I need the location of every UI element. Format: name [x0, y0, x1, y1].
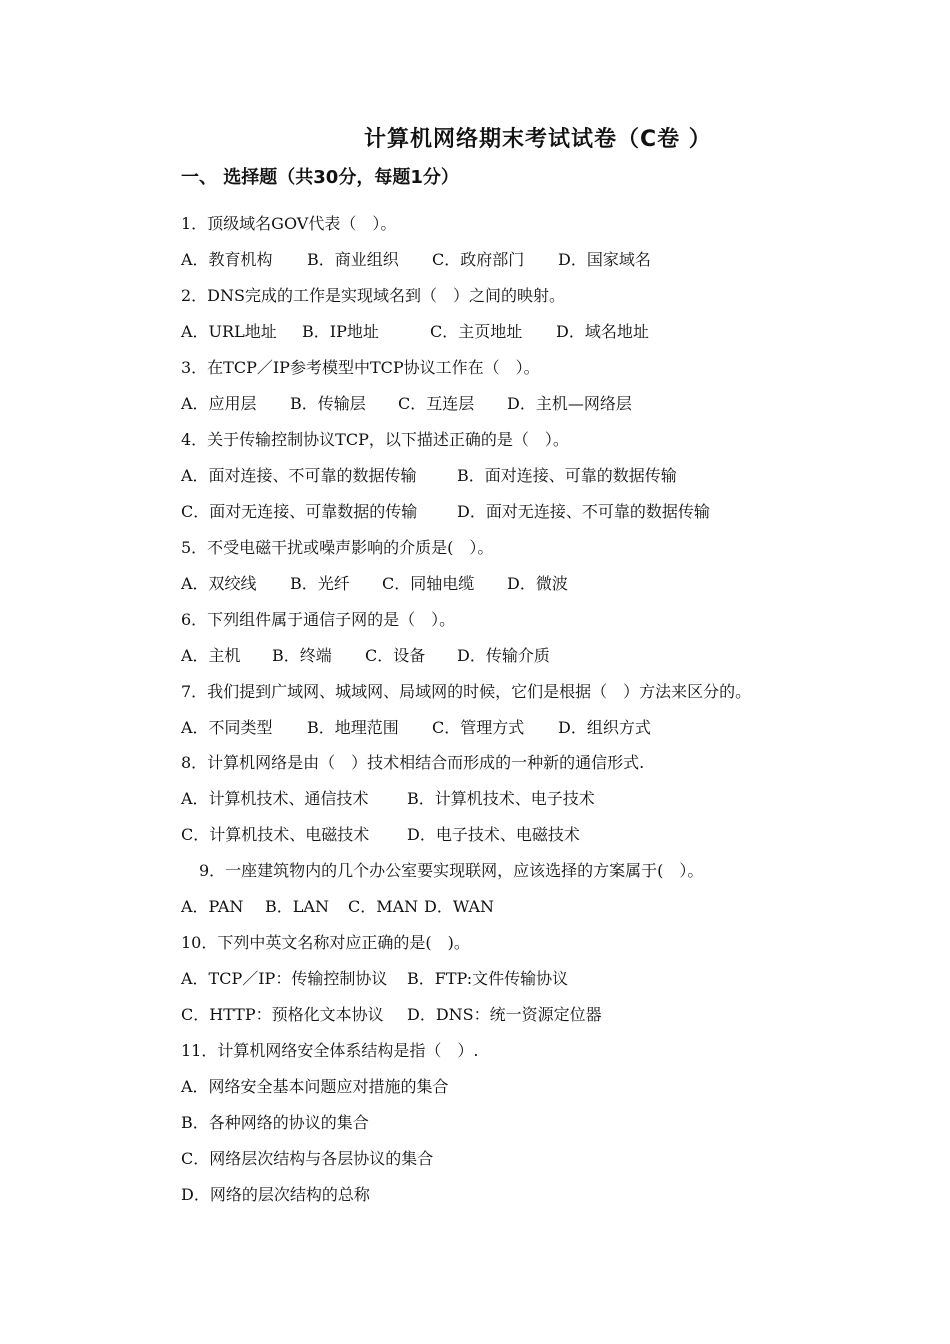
answer-option: A．PAN	[181, 897, 244, 916]
answer-option: B．终端	[272, 646, 332, 665]
question-stem: 1．顶级域名GOV代表（ ）。	[181, 214, 397, 233]
answer-option: D．传输介质	[457, 646, 550, 665]
answer-option: A．面对连接、不可靠的数据传输	[181, 466, 417, 485]
question-stem: 3．在TCP／IP参考模型中TCP协议工作在（ ）。	[181, 358, 540, 377]
answer-option: C．面对无连接、可靠数据的传输	[181, 502, 418, 521]
question-stem: 6．下列组件属于通信子网的是（ ）。	[181, 610, 456, 629]
answer-option: A．教育机构	[181, 250, 273, 269]
answer-option: A．应用层	[181, 394, 257, 413]
answer-option: B．光纤	[290, 574, 350, 593]
answer-option: A．计算机技术、通信技术	[181, 789, 369, 808]
answer-option: B．各种网络的协议的集合	[181, 1113, 369, 1132]
answer-option: C．MAN	[348, 897, 419, 916]
answer-option: C．计算机技术、电磁技术	[181, 825, 370, 844]
answer-option: B．FTP:文件传输协议	[407, 969, 569, 988]
exam-title: 计算机网络期末考试试卷（C卷 ）	[364, 127, 712, 152]
answer-option: C．同轴电缆	[382, 574, 475, 593]
question-stem: 4．关于传输控制协议TCP，以下描述正确的是（ ）。	[181, 430, 569, 449]
answer-option: D．WAN	[424, 897, 495, 916]
answer-option: B．LAN	[265, 897, 329, 916]
answer-option: A．TCP／IP：传输控制协议	[181, 969, 388, 988]
answer-option: D．DNS：统一资源定位器	[407, 1005, 602, 1024]
question-stem: 9．一座建筑物内的几个办公室要实现联网，应该选择的方案属于( ）。	[199, 861, 704, 880]
answer-option: D．主机—网络层	[507, 394, 632, 413]
answer-option: B．传输层	[290, 394, 366, 413]
answer-option: B．商业组织	[307, 250, 399, 269]
section-heading: 一、 选择题（共30分，每题1分）	[181, 167, 459, 188]
answer-option: D．域名地址	[556, 322, 649, 341]
answer-option: C．HTTP：预格化文本协议	[181, 1005, 384, 1024]
answer-option: A．双绞线	[181, 574, 257, 593]
question-stem: 11．计算机网络安全体系结构是指（ ）.	[181, 1041, 479, 1060]
answer-option: A．网络安全基本问题应对措施的集合	[181, 1077, 449, 1096]
answer-option: D．网络的层次结构的总称	[181, 1185, 370, 1204]
question-stem: 7．我们提到广域网、城域网、局域网的时候，它们是根据（ ）方法来区分的。	[181, 682, 752, 701]
answer-option: C．网络层次结构与各层协议的集合	[181, 1149, 434, 1168]
answer-option: B．面对连接、可靠的数据传输	[457, 466, 677, 485]
question-stem: 5．不受电磁干扰或噪声影响的介质是( ）。	[181, 538, 494, 557]
answer-option: A．URL地址	[181, 322, 277, 341]
answer-option: D．组织方式	[558, 718, 651, 737]
answer-option: D．国家域名	[558, 250, 651, 269]
answer-option: A．不同类型	[181, 718, 273, 737]
answer-option: B．IP地址	[302, 322, 379, 341]
question-stem: 10．下列中英文名称对应正确的是( )。	[181, 933, 470, 952]
answer-option: B．地理范围	[307, 718, 399, 737]
question-stem: 8．计算机网络是由（ ）技术相结合而形成的一种新的通信形式.	[181, 753, 645, 772]
answer-option: B．计算机技术、电子技术	[407, 789, 595, 808]
answer-option: C．主页地址	[430, 322, 523, 341]
answer-option: C．设备	[365, 646, 426, 665]
answer-option: C．政府部门	[432, 250, 525, 269]
answer-option: D．微波	[507, 574, 568, 593]
answer-option: D．电子技术、电磁技术	[407, 825, 580, 844]
answer-option: C．互连层	[398, 394, 475, 413]
answer-option: C．管理方式	[432, 718, 525, 737]
question-stem: 2．DNS完成的工作是实现域名到（ ）之间的映射。	[181, 286, 565, 305]
answer-option: A．主机	[181, 646, 241, 665]
answer-option: D．面对无连接、不可靠的数据传输	[457, 502, 710, 521]
